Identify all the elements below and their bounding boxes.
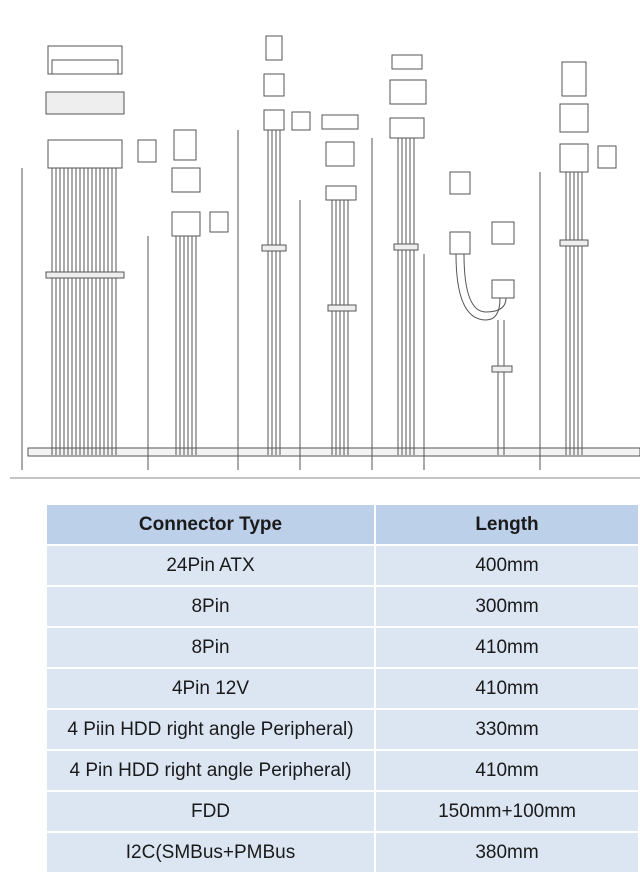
8pin-cable-b	[238, 36, 310, 470]
fdd-cable	[424, 172, 514, 470]
4pin-12v-cable	[300, 115, 358, 470]
hdd-peripheral-cable	[372, 55, 426, 470]
connector-type-cell: 8Pin	[47, 628, 376, 669]
table-row	[47, 710, 638, 751]
table-row	[47, 628, 638, 669]
connector-type-cell: 24Pin ATX	[47, 546, 376, 587]
header-connector-type: Connector Type	[47, 505, 376, 546]
length-cell: 300mm	[376, 587, 638, 628]
length-cell: 410mm	[376, 628, 638, 669]
connector-type-cell: 4 Piin HDD right angle Peripheral)	[47, 710, 376, 751]
table-row	[47, 751, 638, 792]
table-row	[47, 546, 638, 587]
length-cell: 380mm	[376, 833, 638, 874]
length-cell: 410mm	[376, 669, 638, 710]
length-cell: 150mm+100mm	[376, 792, 638, 833]
atx-24pin-cable	[22, 46, 124, 470]
length-cell: 410mm	[376, 751, 638, 792]
table-row	[47, 833, 638, 874]
8pin-cable-a	[138, 130, 228, 470]
length-cell: 330mm	[376, 710, 638, 751]
connector-type-cell: I2C(SMBus+PMBus	[47, 833, 376, 874]
connector-type-cell: 4 Pin HDD right angle Peripheral)	[47, 751, 376, 792]
table-row	[47, 792, 638, 833]
length-cell: 400mm	[376, 546, 638, 587]
connector-length-table	[47, 505, 638, 874]
i2c-cable	[540, 62, 616, 470]
header-length: Length	[376, 505, 638, 546]
table-row	[47, 669, 638, 710]
connector-type-cell: FDD	[47, 792, 376, 833]
connector-type-cell: 4Pin 12V	[47, 669, 376, 710]
table-header-row	[47, 505, 638, 546]
connector-type-cell: 8Pin	[47, 587, 376, 628]
table-row	[47, 587, 638, 628]
